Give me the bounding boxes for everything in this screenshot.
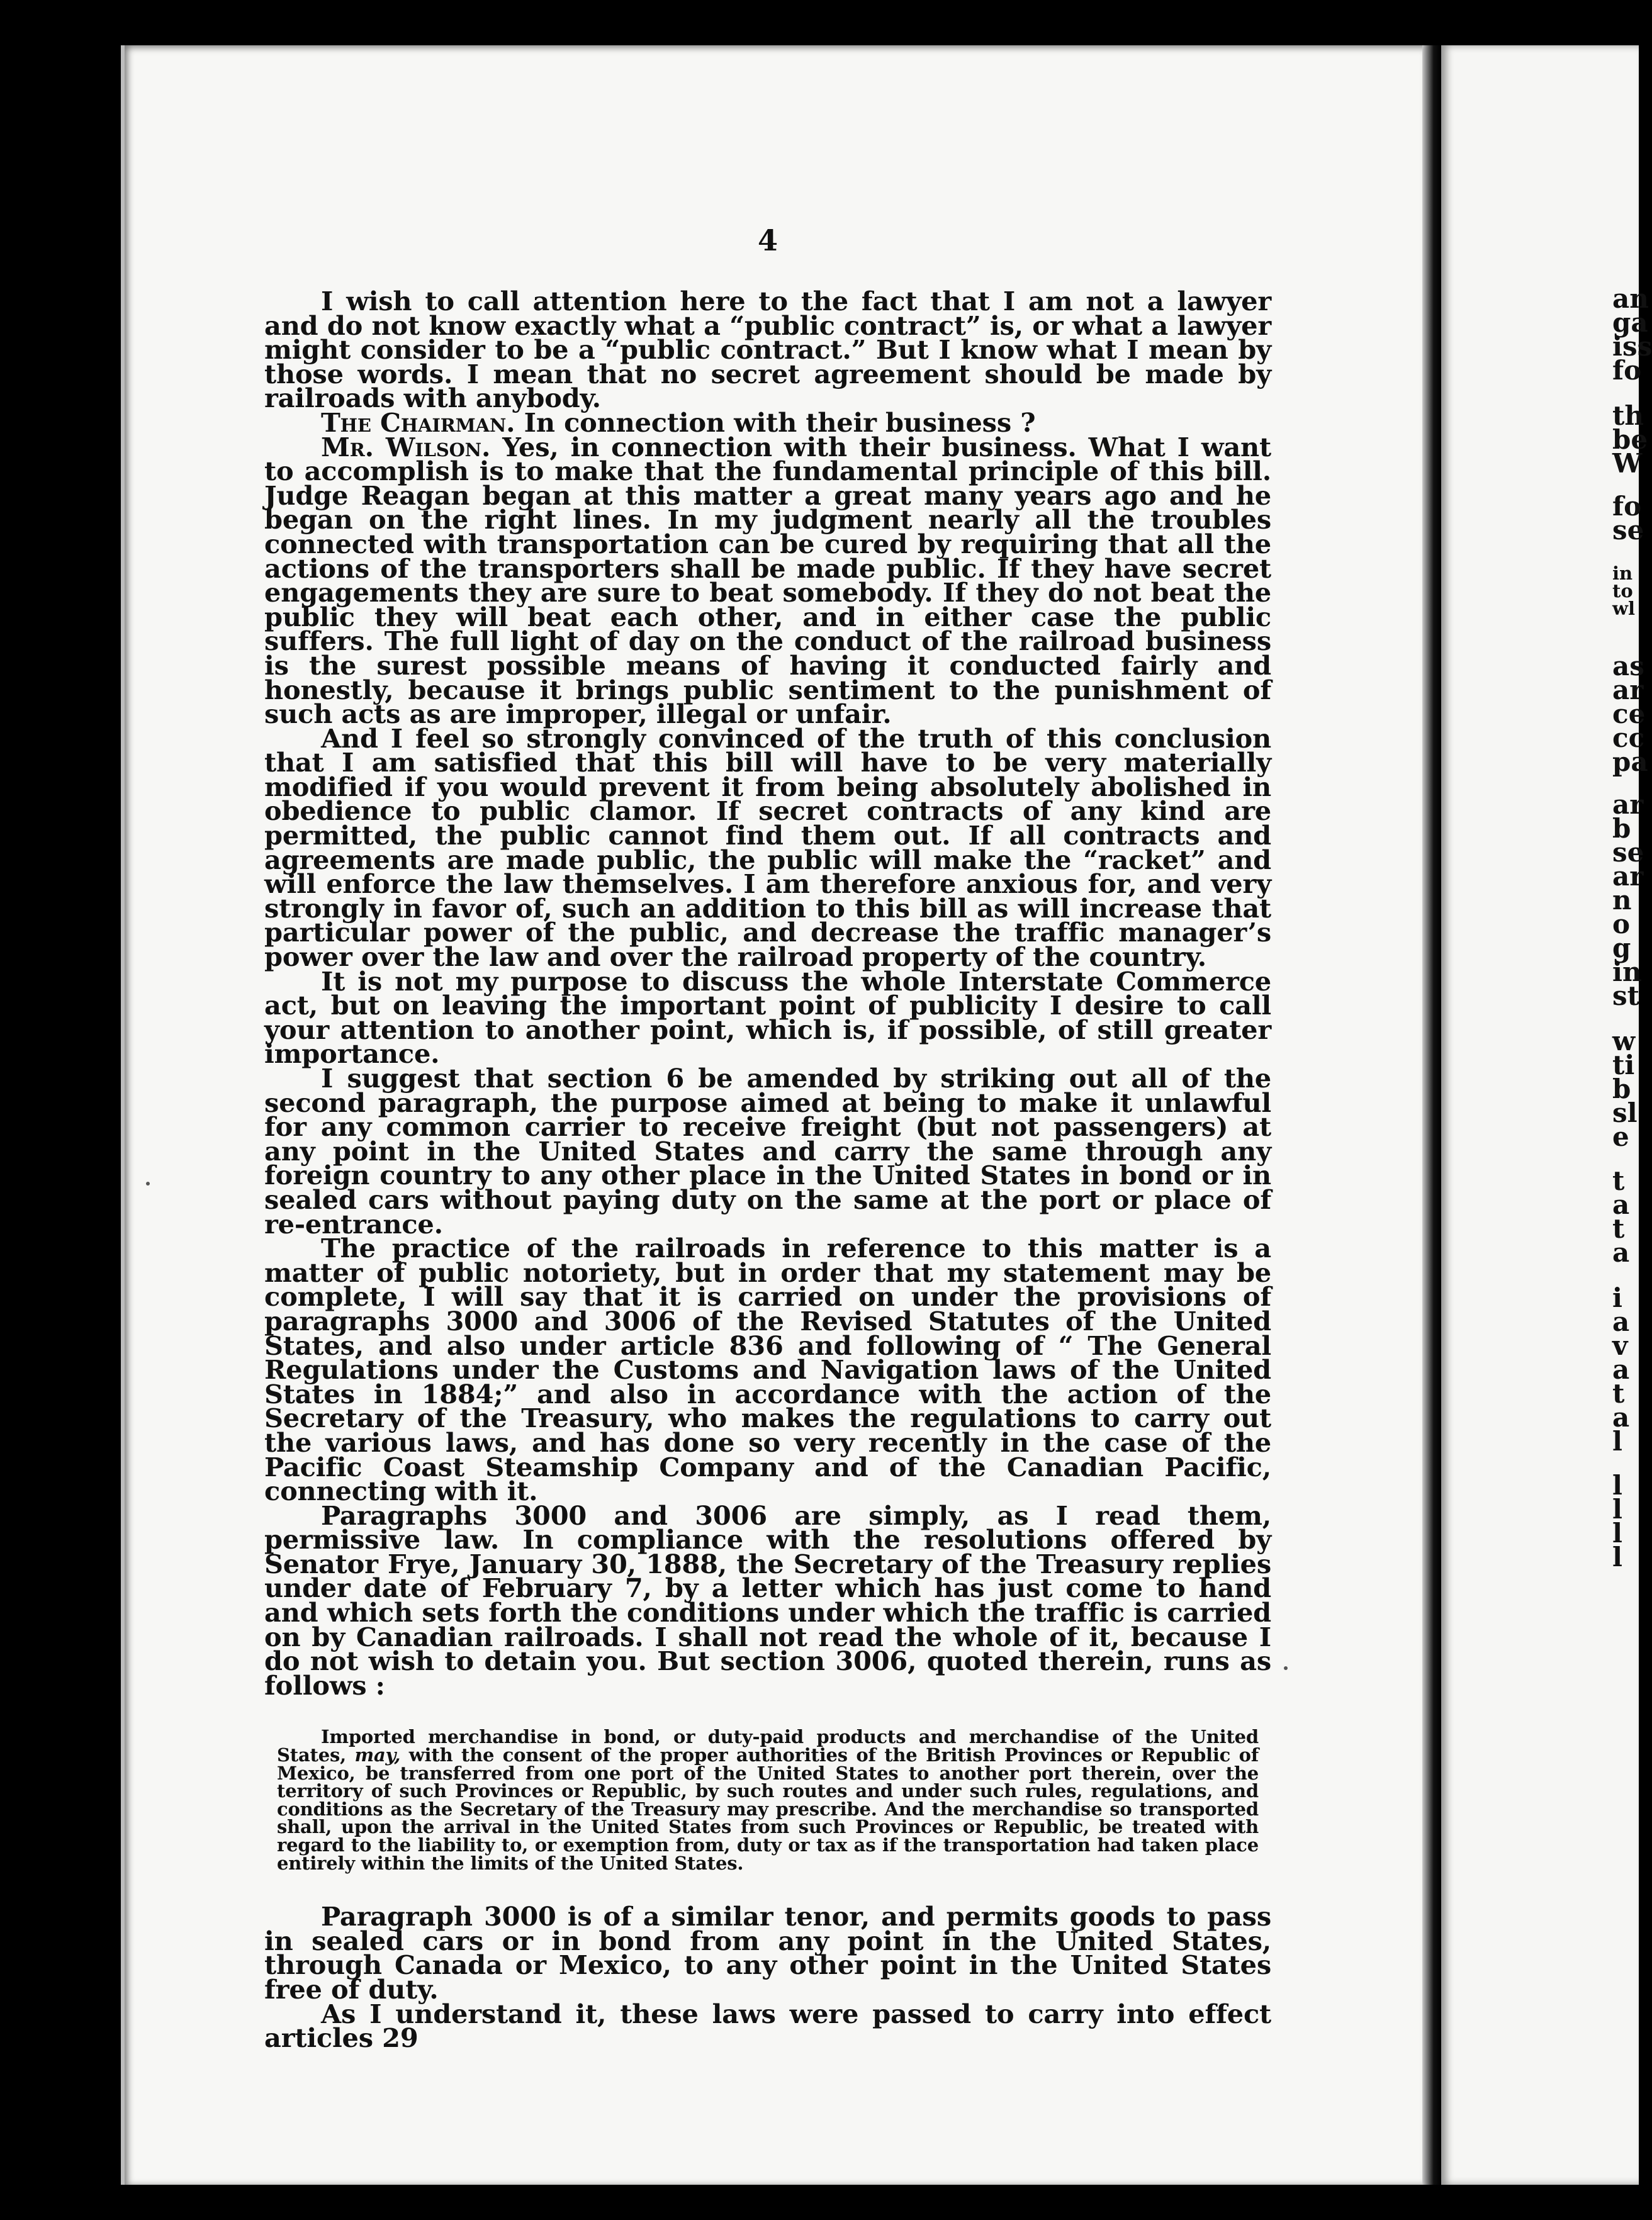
right-fragment: e [1612, 1121, 1629, 1152]
dialogue-text: Yes, in connection with their business. What I want to accomplish is to make that the fundamental principle of this bill. Judge Reagan began at this matter a great many years ago and he began on the right lines. In my judgment nearly all the troubles connected with transportation can be cured by requiring that all the actions of the transporters shall be made public. If they have secret engagements they are sure to beat somebody. If they do not beat the public they will beat each other, and in either case the public suffers. The full light of day on the conduct of the railroad business is the surest possible means of having it conducted fairly and honestly, because it brings public sentiment to the punishment of such acts as are improper, illegal or unfair. [264, 431, 1272, 730]
right-fragment: W [1612, 448, 1643, 479]
right-fragment: t [1612, 1213, 1625, 1244]
right-fragment: v [1612, 1330, 1628, 1361]
right-fragment: iss [1612, 331, 1652, 362]
body-paragraph: The practice of the railroads in reference to this matter is a matter of public notoriety, but in order that my statement may be complete, I will say that it is carried on under the provisions of paragraphs 3000 and 3006 of the Revised Statutes of the United States, and also under article 836 and following of “ The General Regulations under the Customs and Navigation laws of the United States in 1884;” and also in accordance with the action of the Secretary of the Treasury, who makes the regulations to carry out the various laws, and has done so very recently in the case of the Pacific Coast Steamship Company and of the Canadian Pacific, connecting with it. [264, 1233, 1271, 1507]
right-fragment: b [1612, 1074, 1631, 1104]
quote-text: with the consent of the proper authorities of the British Provinces or Republic of Mexico, be transferred from one port of the United States to another port therein, over the territory of such Provinces or Republic, by such routes and under such rules, regulations, and conditions as the Secretary of the Treasury may prescribe. And the merchandise so transported shall, upon the arrival in the United States from such Provinces or Republic, be treated with regard to the liability to, or exemption from, duty or tax as if the transportation had taken place entirely within the limits of the United States. [277, 1744, 1259, 1874]
right-fragment: st [1612, 980, 1640, 1011]
right-fragment: w [1612, 1026, 1636, 1057]
right-page [1441, 45, 1652, 2185]
right-fragment: t [1612, 1165, 1625, 1196]
book-gutter [1422, 45, 1441, 2185]
right-fragment: se [1612, 837, 1644, 868]
right-fragment: th [1612, 400, 1644, 431]
right-fragment: ar [1612, 861, 1644, 892]
right-fragment: o [1612, 909, 1631, 939]
dialogue-text: In connection with their business ? [524, 406, 1036, 438]
page-number: 4 [757, 223, 778, 257]
right-fragment: a [1612, 1237, 1630, 1268]
right-fragment: as [1612, 651, 1644, 681]
right-fragment: l [1612, 1470, 1622, 1501]
right-fragment: a [1612, 1306, 1630, 1337]
right-fragment: ar [1612, 675, 1644, 705]
statute-quotation [277, 1728, 1259, 1872]
right-fragment: l [1612, 1542, 1622, 1572]
body-paragraph: As I understand it, these laws were passed to carry into effect articles 29 [264, 1998, 1271, 2054]
body-paragraph: Paragraph 3000 is of a similar tenor, and permits goods to pass in sealed cars or in bond from any point in the United States, through Canada or Mexico, to any other point in the United States free of duty. [264, 1901, 1271, 2005]
right-fragment: a [1612, 1354, 1630, 1385]
right-fragment: sl [1612, 1097, 1638, 1128]
right-fragment: a [1612, 1189, 1630, 1220]
speaker-name: The Chairman. [321, 406, 515, 438]
right-fragment: cc [1612, 722, 1645, 753]
right-fragment: ar [1612, 789, 1644, 820]
right-fragment: in [1612, 956, 1642, 987]
body-paragraph: Paragraphs 3000 and 3006 are simply, as I read them, permissive law. In compliance with the resolutions offered by Senator Frye, January 30, 1888, the Secretary of the Treasury replies under date of February 7, by a letter which has just come to hand and which sets forth the conditions under which the traffic is carried on by Canadian railroads. I shall not read the whole of it, because I do not wish to detain you. But section 3006, quoted therein, runs as follows : [264, 1500, 1271, 1701]
right-fragment: fo [1612, 491, 1642, 522]
right-fragment: se [1612, 515, 1644, 546]
right-fragment: l [1612, 1494, 1622, 1525]
right-fragment: pa [1612, 746, 1648, 777]
right-fragment: t [1612, 1378, 1625, 1409]
body-paragraph: And I feel so strongly convinced of the truth of this conclusion that I am satisfied that this bill will have to be very materially modified if you would prevent it from being absolutely abolished in obedience to public clamor. If secret contracts of any kind are permitted, the public cannot find them out. If all contracts and agreements are made public, the public will make the “racket” and will enforce the law themselves. I am therefore anxious for, and very strongly in favor of, such an addition to this bill as will increase that particular power of the public, and decrease the traffic manager’s power over the law and over the railroad property of the country. [264, 722, 1271, 973]
right-fragment: i [1612, 1282, 1622, 1313]
body-paragraph: It is not my purpose to discuss the whole Interstate Commerce act, but on leaving the important point of publicity I desire to call your attention to another point, which is, if possible, of still greater importance. [264, 965, 1271, 1070]
quote-emphasis: may, [354, 1744, 401, 1766]
right-fragment: a [1612, 1402, 1630, 1433]
quote-paragraph [277, 1728, 1259, 1872]
body-paragraph: I wish to call attention here to the fact that I am not a lawyer and do not know exactly what a “public contract” is, or what a lawyer might consider to be a “public contract.” But I know what I mean by those words. I mean that no secret agreement should be made by railroads with anybody. [264, 286, 1271, 414]
right-fragment: n [1612, 885, 1632, 916]
right-fragment: in [1612, 563, 1633, 584]
right-fragment: b [1612, 813, 1631, 844]
scan-speck [1284, 1666, 1288, 1670]
right-fragment: ti [1612, 1050, 1635, 1080]
right-fragment: ga [1612, 307, 1648, 338]
quote-text: Imported merchandise in bond, or duty-paid products and merchandise of the United States, [277, 1726, 1259, 1766]
right-page-text-fragments [1441, 45, 1652, 2185]
right-fragment: fo [1612, 355, 1642, 386]
speaker-name: Mr. Wilson. [321, 431, 491, 462]
right-fragment: wl [1612, 598, 1635, 619]
right-fragment: g [1612, 933, 1631, 963]
scan-speck [146, 1182, 150, 1186]
right-fragment: to [1612, 580, 1633, 602]
right-fragment: l [1612, 1518, 1622, 1549]
right-fragment: an [1612, 283, 1649, 314]
body-paragraph: I suggest that section 6 be amended by striking out all of the second paragraph, the purpose aimed at being to make it unlawful for any common carrier to receive freight (but not passengers) at any point in the United States and carry the same through any foreign country to any other place in the United States in bond or in sealed cars without paying duty on the same at the port or place of re-entrance. [264, 1063, 1271, 1240]
dialogue-wilson [264, 431, 1272, 730]
document-body [264, 286, 1272, 2054]
right-fragment: ce [1612, 698, 1646, 729]
right-fragment: l [1612, 1426, 1622, 1457]
right-fragment: be [1612, 424, 1648, 455]
